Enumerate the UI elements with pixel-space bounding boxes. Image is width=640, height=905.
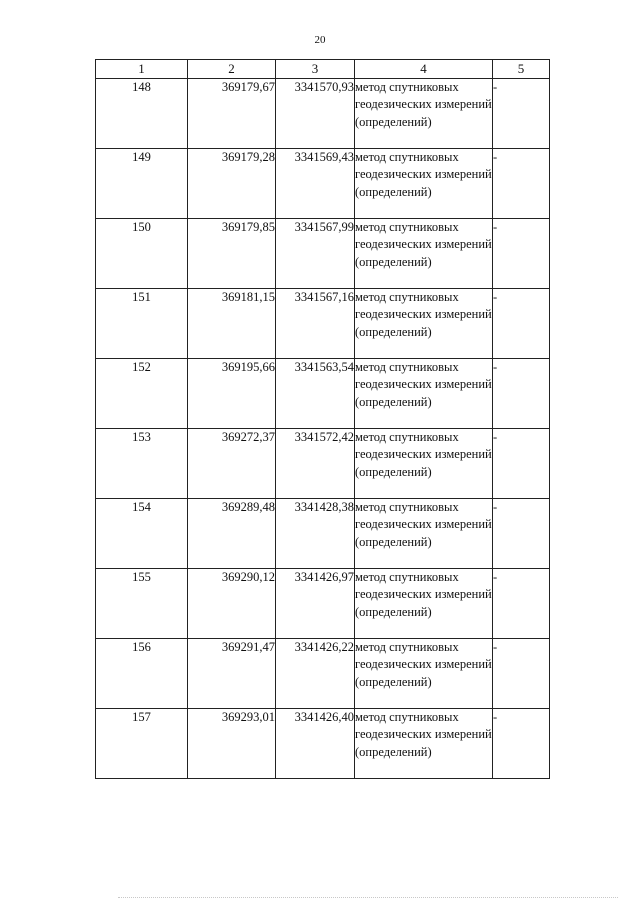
- point-number: 156: [96, 639, 188, 709]
- point-number: 149: [96, 149, 188, 219]
- header-row: [96, 60, 550, 79]
- table-row: [96, 569, 550, 639]
- table-row: [96, 429, 550, 499]
- coordinate-x: 369290,12: [188, 569, 276, 639]
- method-description: метод спутниковых геодезических измерений (определений): [355, 359, 493, 429]
- method-description: метод спутниковых геодезических измерений (определений): [355, 219, 493, 289]
- point-number: 150: [96, 219, 188, 289]
- point-number: 153: [96, 429, 188, 499]
- method-description: метод спутниковых геодезических измерений (определений): [355, 569, 493, 639]
- table-row: [96, 289, 550, 359]
- point-number: 155: [96, 569, 188, 639]
- table-row: [96, 709, 550, 779]
- coordinate-x: 369179,85: [188, 219, 276, 289]
- coordinate-y: 3341428,38: [276, 499, 355, 569]
- accuracy-note: -: [493, 499, 550, 569]
- scan-artifact-line: [118, 897, 618, 898]
- table-row: [96, 219, 550, 289]
- table-header: [96, 60, 550, 79]
- method-description: метод спутниковых геодезических измерений (определений): [355, 79, 493, 149]
- coordinate-y: 3341569,43: [276, 149, 355, 219]
- accuracy-note: -: [493, 709, 550, 779]
- coordinate-y: 3341570,93: [276, 79, 355, 149]
- table-row: [96, 639, 550, 709]
- accuracy-note: -: [493, 639, 550, 709]
- column-header-4: 4: [355, 60, 493, 79]
- coordinate-y: 3341572,42: [276, 429, 355, 499]
- accuracy-note: -: [493, 289, 550, 359]
- accuracy-note: -: [493, 359, 550, 429]
- coordinate-x: 369293,01: [188, 709, 276, 779]
- coordinate-y: 3341426,22: [276, 639, 355, 709]
- accuracy-note: -: [493, 429, 550, 499]
- table-body: [96, 79, 550, 779]
- column-header-5: 5: [493, 60, 550, 79]
- point-number: 157: [96, 709, 188, 779]
- coordinate-x: 369289,48: [188, 499, 276, 569]
- method-description: метод спутниковых геодезических измерений (определений): [355, 639, 493, 709]
- method-description: метод спутниковых геодезических измерений (определений): [355, 289, 493, 359]
- coordinate-x: 369179,28: [188, 149, 276, 219]
- method-description: метод спутниковых геодезических измерений (определений): [355, 429, 493, 499]
- coordinate-x: 369291,47: [188, 639, 276, 709]
- coordinate-y: 3341567,16: [276, 289, 355, 359]
- coordinates-table: [95, 59, 550, 779]
- coordinate-y: 3341426,40: [276, 709, 355, 779]
- coordinate-x: 369181,15: [188, 289, 276, 359]
- accuracy-note: -: [493, 219, 550, 289]
- coordinate-y: 3341567,99: [276, 219, 355, 289]
- method-description: метод спутниковых геодезических измерений (определений): [355, 709, 493, 779]
- coordinate-x: 369272,37: [188, 429, 276, 499]
- table-row: [96, 149, 550, 219]
- accuracy-note: -: [493, 569, 550, 639]
- page-number: 20: [314, 34, 326, 46]
- column-header-3: 3: [276, 60, 355, 79]
- point-number: 154: [96, 499, 188, 569]
- table-row: [96, 499, 550, 569]
- accuracy-note: -: [493, 149, 550, 219]
- method-description: метод спутниковых геодезических измерений (определений): [355, 149, 493, 219]
- table-row: [96, 359, 550, 429]
- coordinate-x: 369179,67: [188, 79, 276, 149]
- table-row: [96, 79, 550, 149]
- coordinate-y: 3341426,97: [276, 569, 355, 639]
- point-number: 148: [96, 79, 188, 149]
- method-description: метод спутниковых геодезических измерений (определений): [355, 499, 493, 569]
- point-number: 151: [96, 289, 188, 359]
- column-header-1: 1: [96, 60, 188, 79]
- column-header-2: 2: [188, 60, 276, 79]
- point-number: 152: [96, 359, 188, 429]
- accuracy-note: -: [493, 79, 550, 149]
- coordinate-y: 3341563,54: [276, 359, 355, 429]
- coordinate-x: 369195,66: [188, 359, 276, 429]
